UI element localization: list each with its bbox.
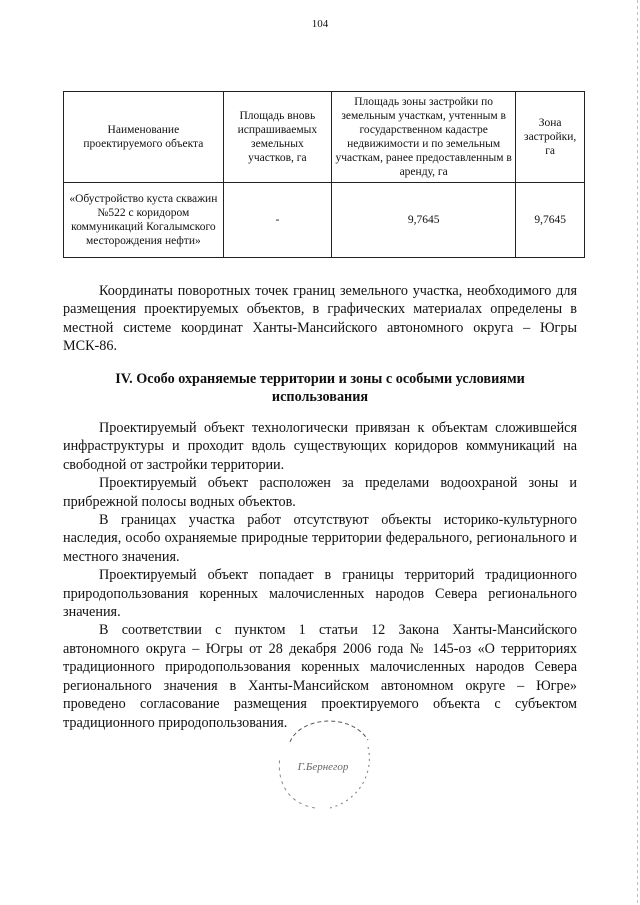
coordinates-paragraph: Координаты поворотных точек границ земельного участка, необходимого для размещения проектируемых объектов, в графических материалах определены в местной системе координат Ханты-Мансийского автономного округа – Югры МСК-86. — [63, 283, 577, 355]
table-header-row — [64, 92, 585, 183]
section-heading — [63, 370, 577, 407]
paragraph-traditional-use: Проектируемый объект попадает в границы территорий традиционного природопользования коренных малочисленных народов Севера регионального значения. — [63, 567, 577, 621]
cell-object-name: «Обустройство куста скважин №522 с коридором коммуникаций Когалымского месторождения нефти» — [64, 183, 224, 258]
paragraph-water-zone: Проектируемый объект расположен за пределами водоохраной зоны и прибрежной полосы водных объектов. — [63, 475, 577, 510]
header-cadastre-area: Площадь зоны застройки по земельным участкам, учтенным в государственном кадастре недвижимости и по земельным участкам, ранее предоставленным в аренду, га — [332, 92, 516, 183]
section-body — [63, 419, 577, 732]
header-object-name: Наименование проектируемого объекта — [64, 92, 224, 183]
stamp-icon — [270, 712, 376, 812]
land-area-table — [63, 91, 585, 258]
header-new-area: Площадь вновь испрашиваемых земельных участков, га — [223, 92, 331, 183]
seal-stamp — [270, 712, 376, 812]
paragraph-infrastructure: Проектируемый объект технологически привязан к объектам сложившейся инфраструктуры и проходит вдоль существующих коридоров коммуникаций на свободной от застройки территории. — [63, 420, 577, 473]
paragraph-heritage: В границах участка работ отсутствуют объекты историко-культурного наследия, особо охраняемые природные территории федерального, регионального и местного значения. — [63, 512, 577, 565]
section-title-line2: использования — [271, 389, 369, 406]
cell-build-zone: 9,7645 — [516, 183, 585, 258]
scan-edge — [637, 0, 638, 905]
table-row — [64, 183, 585, 258]
paragraph-law-agreement: В соответствии с пунктом 1 статьи 12 Закона Ханты-Мансийского автономного округа – Югры от 28 декабря 2006 года № 145-оз «О территориях традиционного природопользования коренных малочисленных народов Севера регионального значения в Ханты-Мансийском автономном округе – Югре» проведено согласование размещения проектируемого объекта с субъектом традиционного природопользования. — [63, 622, 577, 731]
coordinates-paragraph-block — [63, 282, 577, 356]
cell-new-area: - — [223, 183, 331, 258]
page-number: 104 — [311, 18, 329, 30]
section-title-line1: IV. Особо охраняемые территории и зоны с особыми условиями — [115, 371, 525, 387]
stamp-signature-text: Г.Бернегор — [297, 761, 349, 773]
header-build-zone: Зона застройки, га — [516, 92, 585, 183]
cell-cadastre-area: 9,7645 — [332, 183, 516, 258]
